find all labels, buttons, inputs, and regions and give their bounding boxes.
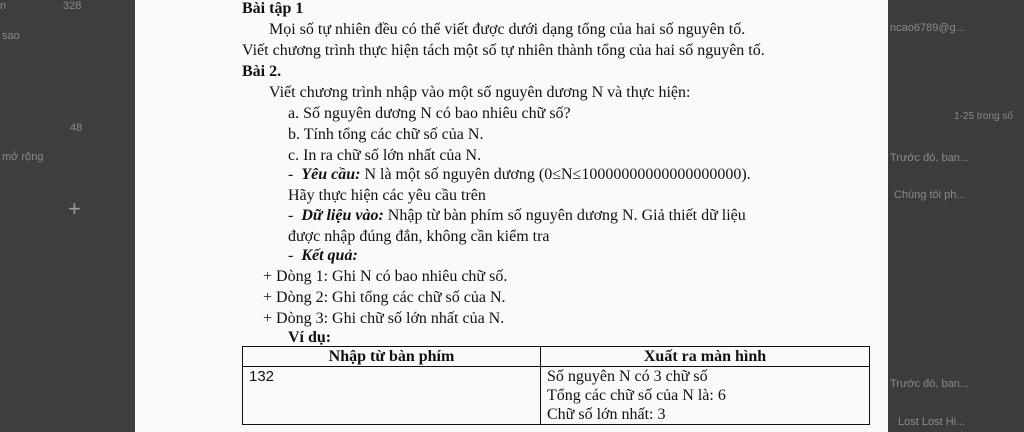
- bg-label-sao: sao: [2, 30, 20, 42]
- table-header-row: [243, 347, 870, 367]
- plus-icon[interactable]: +: [68, 196, 81, 221]
- table-header-input: Nhập từ bàn phím: [243, 347, 541, 367]
- ket-qua-line: - Kết quả:: [288, 247, 358, 264]
- item-c: c. In ra chữ số lớn nhất của N.: [288, 147, 482, 164]
- bg-email: ncao6789@g...: [890, 22, 965, 34]
- bg-label-n: n: [0, 0, 7, 12]
- bg-label-mo-rong[interactable]: mở rộng: [2, 151, 44, 163]
- background-right-panel: [888, 0, 1024, 432]
- du-lieu-line: - Dữ liệu vào: Nhập từ bàn phím số nguyên dương N. Giả thiết dữ liệu: [288, 207, 746, 224]
- table-row: [243, 367, 870, 425]
- dong-3: + Dòng 3: Ghi chữ số lớn nhất của N.: [263, 310, 505, 327]
- bg-item-4[interactable]: Lost Lost Hi...: [898, 416, 966, 428]
- output-line-1: Số nguyên N có 3 chữ số: [547, 368, 708, 385]
- output-line-3: Chữ số lớn nhất: 3: [547, 406, 666, 423]
- du-lieu-text: Nhập từ bàn phím số nguyên dương N. Giả thiết dữ liệu: [383, 207, 746, 224]
- bai2-intro: Viết chương trình nhập vào một số nguyên dương N và thực hiện:: [269, 84, 691, 101]
- bg-item-1[interactable]: Trước đó, ban...: [890, 152, 969, 164]
- vi-du-label: Ví dụ:: [288, 329, 332, 346]
- item-b: b. Tính tổng các chữ số của N.: [288, 126, 484, 143]
- du-lieu-cont: được nhập đúng đắn, không cần kiểm tra: [288, 228, 550, 245]
- bai1-title: Bài tập 1: [242, 0, 304, 17]
- yeu-cau-line: - Yêu cầu: N là một số nguyên dương (0≤N≤10000000000000000000).: [288, 166, 751, 183]
- background-left-panel: [0, 0, 135, 432]
- bg-range: 1-25 trong số: [954, 111, 1013, 122]
- dong-1: + Dòng 1: Ghi N có bao nhiêu chữ số.: [263, 268, 508, 285]
- yeu-cau-label: Yêu cầu:: [301, 166, 361, 183]
- ket-qua-label: Kết quả:: [301, 247, 358, 264]
- item-a: a. Số nguyên dương N có bao nhiêu chữ số?: [288, 105, 571, 122]
- dong-2: + Dòng 2: Ghi tổng các chữ số của N.: [263, 289, 506, 306]
- bg-number-48: 48: [70, 122, 83, 134]
- table-cell-output: [541, 367, 870, 425]
- table-header-output: Xuất ra màn hình: [541, 347, 870, 367]
- bg-item-2[interactable]: Chúng tôi ph...: [894, 189, 966, 201]
- bai1-line-2: Viết chương trình thực hiện tách một số tự nhiên thành tổng của hai số nguyên tố.: [242, 42, 765, 59]
- output-line-2: Tổng các chữ số của N là: 6: [547, 387, 726, 404]
- bg-count: 328: [63, 0, 82, 12]
- yeu-cau-cont: Hãy thực hiện các yêu cầu trên: [288, 187, 486, 204]
- bai2-title: Bài 2.: [242, 63, 282, 80]
- example-table: [242, 346, 870, 425]
- yeu-cau-text: N là một số nguyên dương (0≤N≤10000000000000000000).: [360, 166, 751, 183]
- bg-item-3[interactable]: Trước đó, ban...: [890, 378, 969, 390]
- table-cell-input: 132: [243, 367, 541, 425]
- bai1-line-1: Mọi số tự nhiên đều có thể viết được dưới dạng tổng của hai số nguyên tố.: [269, 21, 746, 38]
- du-lieu-label: Dữ liệu vào:: [301, 207, 384, 224]
- document-page: [135, 0, 888, 432]
